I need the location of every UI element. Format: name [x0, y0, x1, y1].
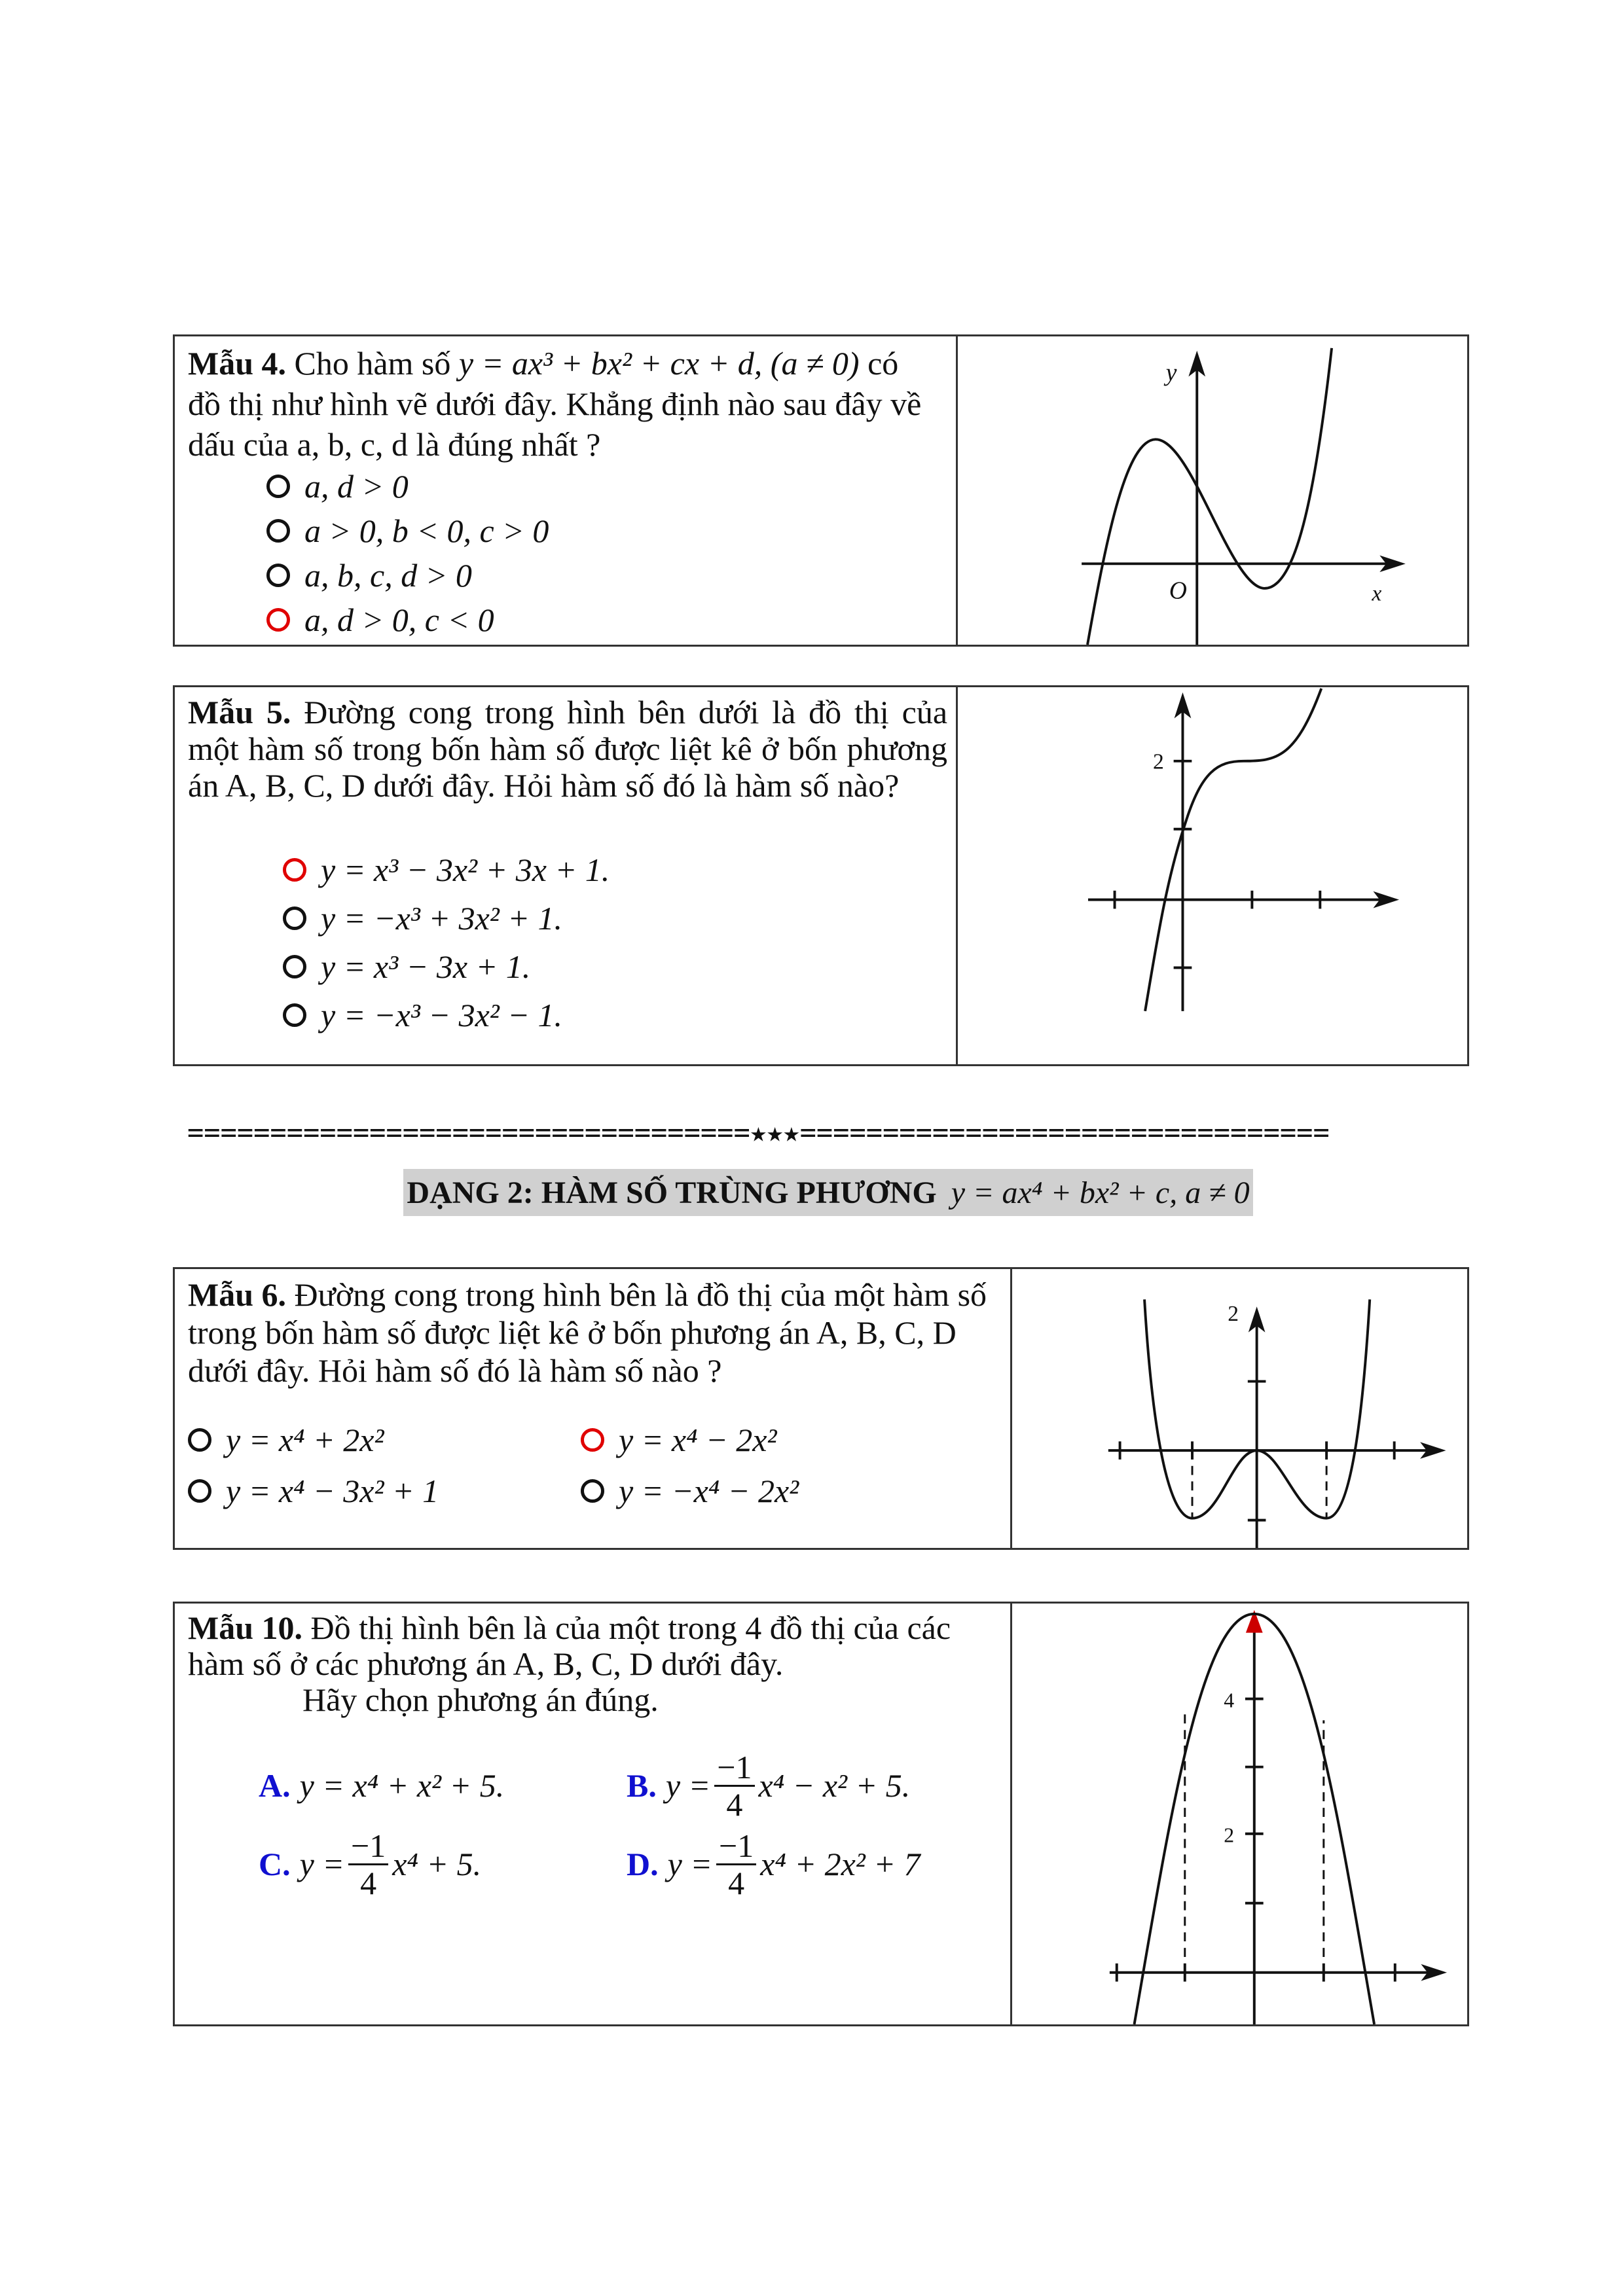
option-text: y = −x⁴ − 2x²: [619, 1473, 799, 1509]
q-text: Hãy chọn phương án đúng.: [302, 1681, 659, 1718]
curve: [1145, 689, 1321, 1011]
q-text: có: [867, 345, 899, 382]
option-text: y = x⁴ − 3x² + 1: [226, 1473, 439, 1509]
numerator: −1: [714, 1749, 754, 1787]
question-5: [173, 685, 1469, 1066]
option-2[interactable]: [266, 512, 549, 550]
radio-icon[interactable]: [283, 1003, 306, 1027]
option-text: y = x³ − 3x + 1.: [321, 948, 531, 985]
option-text: y = x⁴ + 2x²: [226, 1422, 384, 1458]
option-4[interactable]: [581, 1472, 799, 1510]
option-letter: A.: [259, 1767, 291, 1804]
separator: ==================================★★★================================: [187, 1116, 1330, 1148]
q-text: dấu của a, b, c, d là đúng nhất ?: [188, 426, 601, 463]
cubic-graph: [956, 336, 1467, 645]
radio-icon[interactable]: [266, 475, 290, 498]
question-4-text: [188, 343, 954, 465]
option-3[interactable]: [266, 556, 472, 594]
curve: [1087, 348, 1332, 645]
radio-selected-icon[interactable]: [266, 608, 290, 632]
radio-icon[interactable]: [266, 519, 290, 543]
option-3[interactable]: [283, 948, 530, 986]
quartic-graph: [1010, 1269, 1467, 1548]
question-5-text: [188, 694, 947, 804]
option-text: y =: [299, 1846, 345, 1882]
section-formula: y = ax⁴ + bx² + c, a ≠ 0: [951, 1175, 1250, 1210]
option-text: a, d > 0: [304, 468, 409, 505]
option-text: a, b, c, d > 0: [304, 557, 472, 594]
question-6: [173, 1267, 1469, 1550]
option-text: y = −x³ + 3x² + 1.: [321, 900, 563, 937]
option-text: y = x⁴ + x² + 5.: [299, 1767, 505, 1804]
option-text: y =: [667, 1846, 713, 1882]
option-letter: C.: [259, 1846, 291, 1882]
question-10: [173, 1602, 1469, 2026]
option-text: x⁴ + 5.: [392, 1846, 482, 1882]
option-2-selected[interactable]: [581, 1421, 776, 1459]
ticks: [1115, 761, 1321, 968]
radio-icon[interactable]: [188, 1428, 211, 1452]
option-text: y = −x³ − 3x² − 1.: [321, 997, 563, 1033]
radio-icon[interactable]: [188, 1479, 211, 1503]
radio-icon[interactable]: [581, 1479, 604, 1503]
radio-selected-icon[interactable]: [283, 858, 306, 882]
question-label: Mẫu 4.: [188, 345, 286, 382]
question-label: Mẫu 6.: [188, 1276, 286, 1313]
option-b[interactable]: [627, 1746, 910, 1825]
option-text: y = x⁴ − 2x²: [619, 1422, 777, 1458]
option-d[interactable]: [627, 1825, 921, 1903]
option-2[interactable]: [283, 899, 562, 937]
option-1[interactable]: [266, 467, 409, 505]
option-text: a, d > 0, c < 0: [304, 601, 494, 638]
radio-icon[interactable]: [283, 906, 306, 930]
question-label: Mẫu 5.: [188, 694, 291, 730]
option-text: a > 0, b < 0, c > 0: [304, 512, 549, 549]
option-text: x⁴ + 2x² + 7: [760, 1846, 921, 1882]
formula: y = ax³ + bx² + cx + d, (a ≠ 0): [458, 345, 860, 382]
tick-label: 2: [1224, 1823, 1235, 1847]
tick-label: 2: [1152, 749, 1164, 774]
origin-label: O: [1169, 577, 1187, 605]
option-3[interactable]: [188, 1472, 439, 1510]
question-10-text: [188, 1610, 1006, 1718]
option-c[interactable]: [259, 1825, 481, 1903]
option-1[interactable]: [188, 1421, 384, 1459]
option-letter: D.: [627, 1846, 659, 1882]
denominator: 4: [360, 1864, 377, 1901]
option-letter: B.: [627, 1767, 657, 1804]
q-text: Đồ thị hình bên là của một trong 4 đồ thị của các hàm số ở các phương án A, B, C, D dưới đây.: [188, 1609, 951, 1682]
question-4: [173, 334, 1469, 647]
numerator: −1: [716, 1828, 756, 1865]
option-4-selected[interactable]: [266, 601, 494, 639]
option-text: y = x³ − 3x² + 3x + 1.: [321, 852, 610, 888]
denominator: 4: [728, 1864, 745, 1901]
y-label: y: [1165, 359, 1177, 387]
q-text: Đường cong trong hình bên là đồ thị của một hàm số trong bốn hàm số được liệt kê ở bốn phương án A, B, C, D dưới đây. Hỏi hàm số đó là hàm số nào ?: [188, 1276, 987, 1389]
q-text: Đường cong trong hình bên dưới là đồ thị của một hàm số trong bốn hàm số được liệt kê ở bốn phương án A, B, C, D dưới đây. Hỏi hàm số đó là hàm số nào?: [188, 694, 948, 804]
numerator: −1: [348, 1828, 388, 1865]
q-text: Cho hàm số: [294, 345, 451, 382]
option-text: x⁴ − x² + 5.: [758, 1767, 911, 1804]
option-4[interactable]: [283, 996, 562, 1034]
question-6-text: [188, 1276, 1006, 1390]
fraction: [714, 1749, 754, 1822]
option-a[interactable]: [259, 1746, 504, 1825]
fraction: [716, 1828, 756, 1901]
fraction: [348, 1828, 388, 1901]
cubic-graph: [956, 687, 1467, 1064]
quartic-graph: [1010, 1604, 1467, 2024]
tick-label: 2: [1228, 1301, 1239, 1326]
option-1-selected[interactable]: [283, 851, 610, 889]
section-title: [403, 1169, 1253, 1216]
radio-icon[interactable]: [266, 564, 290, 587]
ticks: [1117, 1699, 1395, 1982]
tick-label: 4: [1224, 1689, 1235, 1712]
radio-selected-icon[interactable]: [581, 1428, 604, 1452]
radio-icon[interactable]: [283, 955, 306, 978]
option-text: y =: [665, 1767, 711, 1804]
x-label: x: [1372, 581, 1382, 606]
q-text: đồ thị như hình vẽ dưới đây. Khẳng định nào sau đây về: [188, 386, 922, 422]
section-title-text: DẠNG 2: HÀM SỐ TRÙNG PHƯƠNG: [407, 1175, 937, 1210]
denominator: 4: [726, 1785, 743, 1823]
question-label: Mẫu 10.: [188, 1609, 302, 1646]
